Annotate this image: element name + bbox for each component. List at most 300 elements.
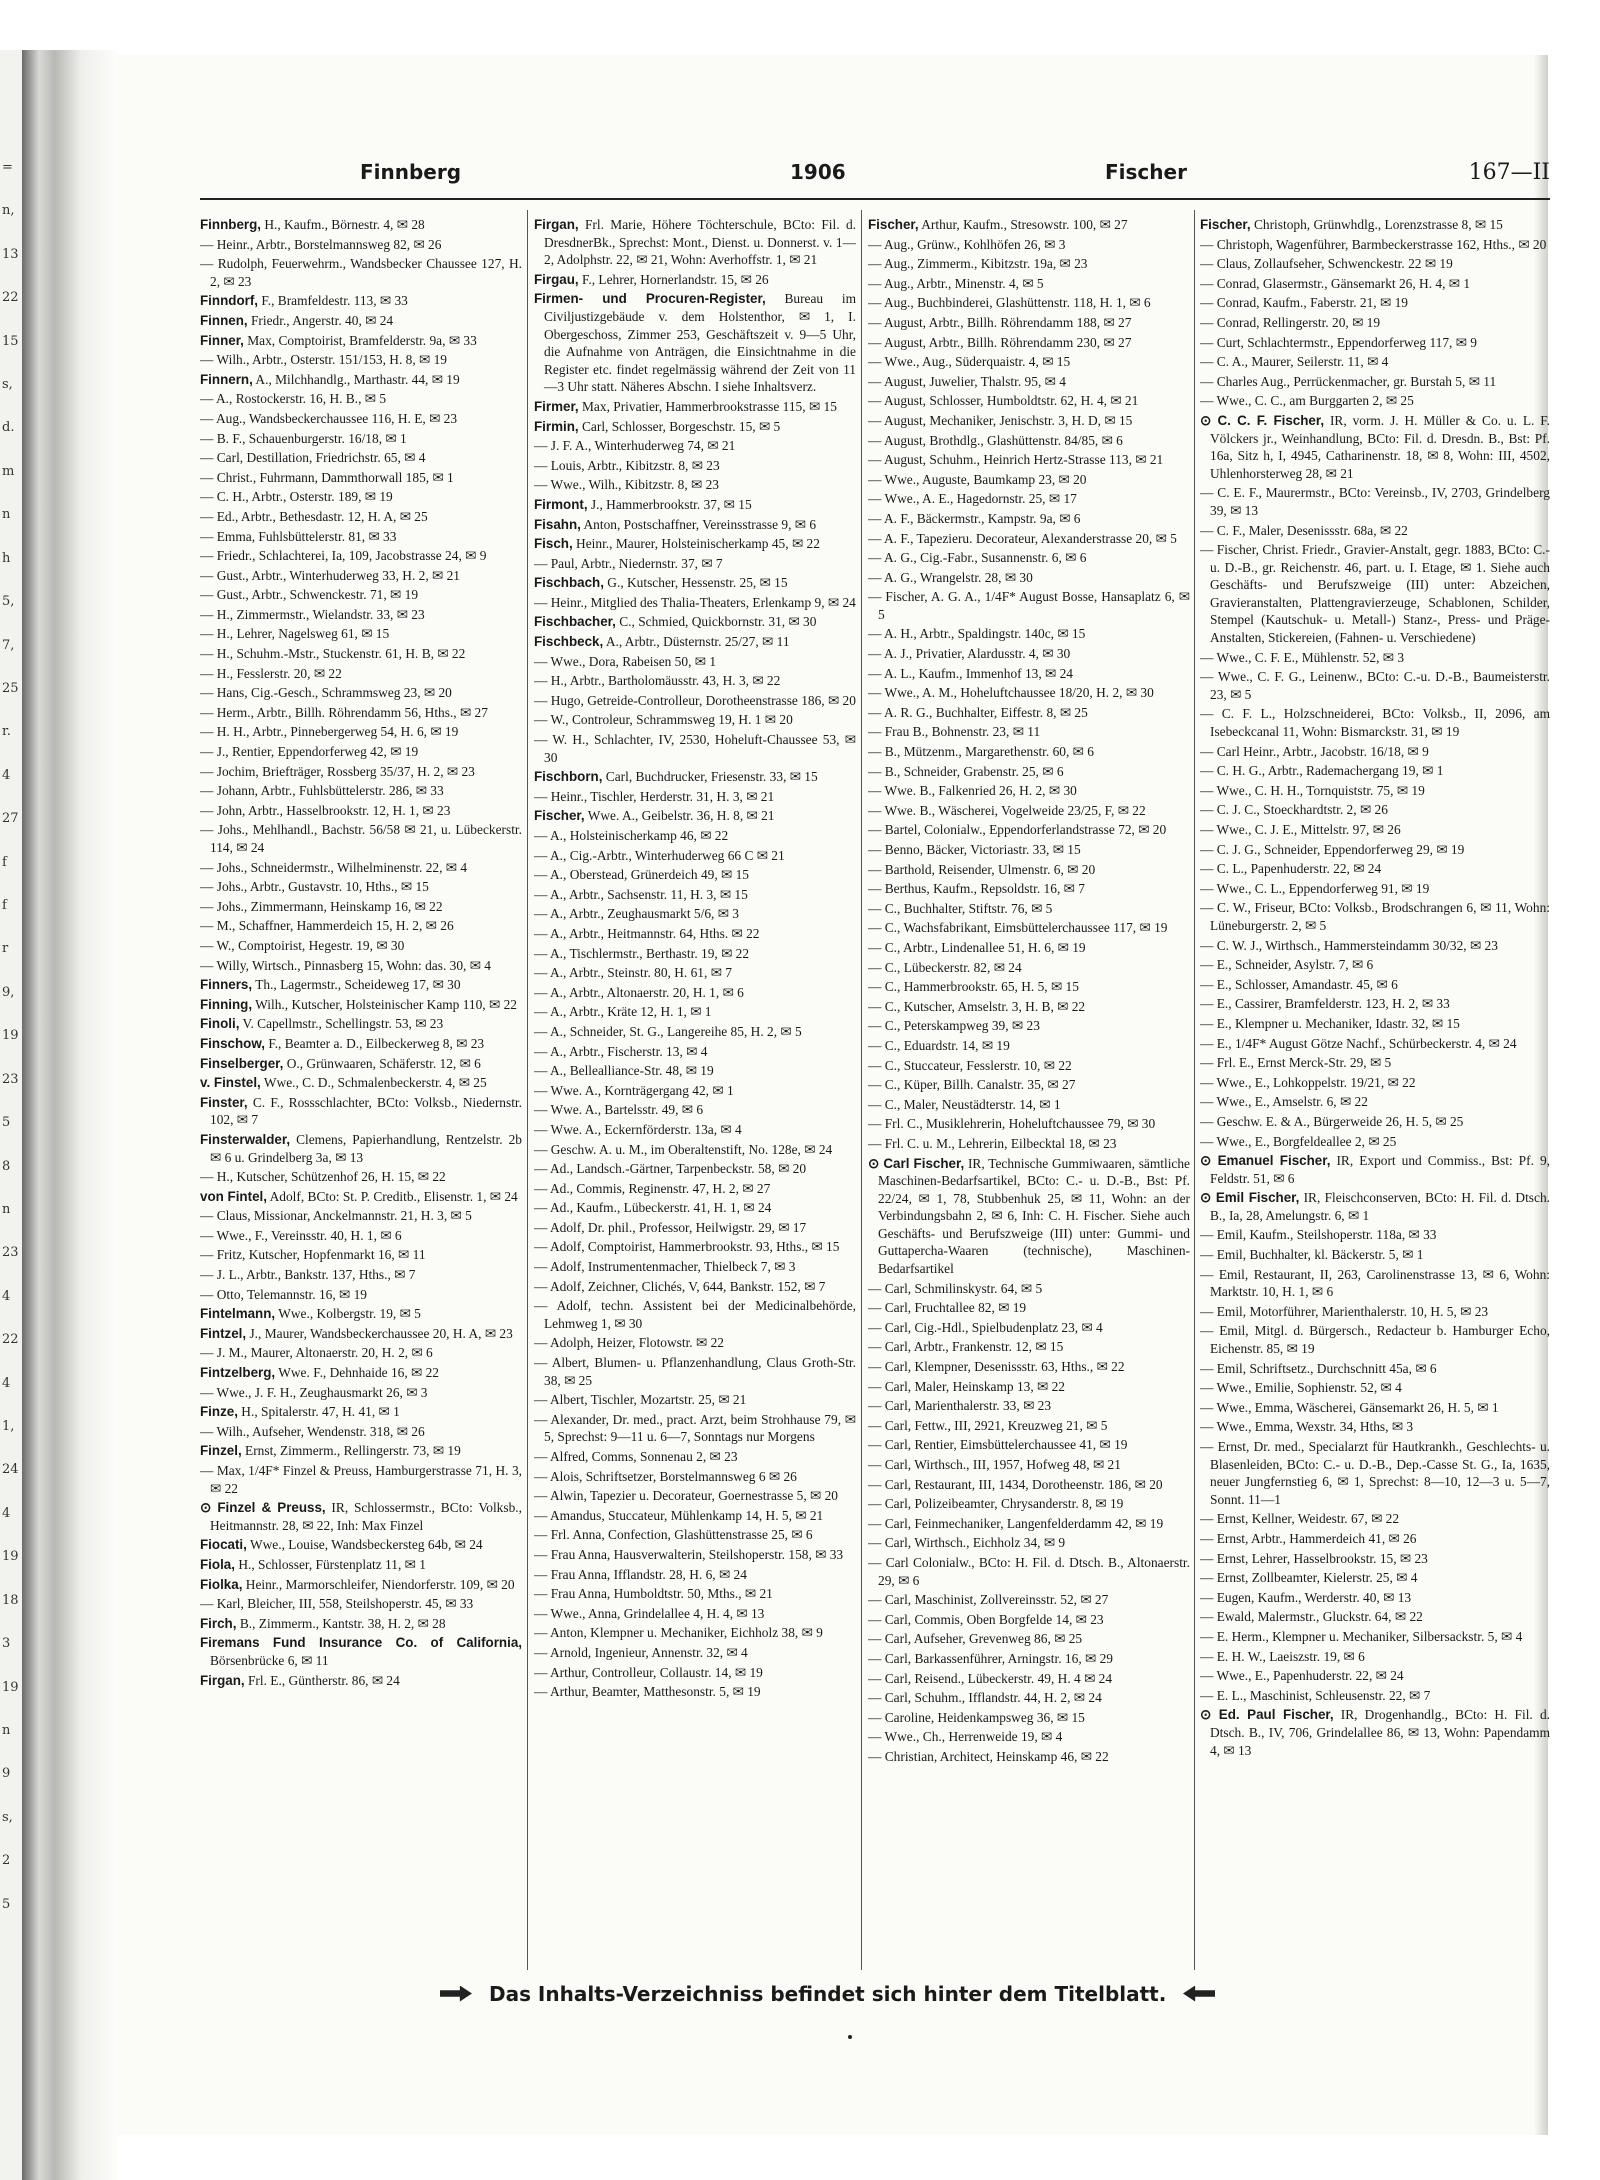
directory-entry: — Frau B., Bohnenstr. 23, ✉ 11	[868, 724, 1041, 740]
directory-entry: — Conrad, Glasermstr., Gänsemarkt 26, H. 4, ✉ 1	[1200, 275, 1471, 291]
footer-mark	[848, 2035, 852, 2039]
directory-entry: — Frl. Anna, Confection, Glashüttenstrasse 25, ✉ 6	[534, 1527, 813, 1543]
directory-entry: — Wwe., E., Papenhuderstr. 22, ✉ 24	[1200, 1668, 1404, 1684]
directory-entry: — Wwe. A., Kornträgergang 42, ✉ 1	[534, 1082, 734, 1098]
directory-entry: — Wwe., C. J. E., Mittelstr. 97, ✉ 26	[1200, 822, 1401, 837]
directory-entry: — E. H. W., Laeiszstr. 19, ✉ 6	[1200, 1648, 1365, 1664]
directory-entry: Firgan, Frl. Marie, Höhere Töchterschule, BCto: Fil. d. DresdnerBk., Sprechst: Mont., Dienst. u. Donnerst. v. 1—2, Adolphstr. 22, ✉ 21, Wohn: Averhoffstr. 1, ✉ 21	[534, 217, 856, 268]
directory-entry: — C., Wachsfabrikant, Eimsbüttelerchaussee 117, ✉ 19	[868, 920, 1168, 936]
margin-fragment: f	[2, 898, 7, 914]
directory-entry: — Jochim, Briefträger, Rossberg 35/37, H. 2, ✉ 23	[200, 763, 475, 779]
directory-entry: — Carl, Arbtr., Frankenstr. 12, ✉ 15	[868, 1339, 1064, 1355]
directory-entry: — Willy, Wirtsch., Pinnasberg 15, Wohn: das. 30, ✉ 4	[200, 957, 492, 973]
directory-entry: — Ernst, Kellner, Weidestr. 67, ✉ 22	[1200, 1511, 1400, 1527]
directory-entry: — Carl Heinr., Arbtr., Jacobstr. 16/18, ✉ 9	[1200, 743, 1429, 759]
directory-entry: — Wwe., Ch., Herrenweide 19, ✉ 4	[868, 1729, 1063, 1745]
directory-entry: — Wwe., J. F. H., Zeughausmarkt 26, ✉ 3	[200, 1384, 428, 1400]
directory-entry: — Aug., Zimmerm., Kibitzstr. 19a, ✉ 23	[868, 256, 1088, 272]
directory-entry: — A. R. G., Buchhalter, Eiffestr. 8, ✉ 25	[868, 704, 1088, 720]
directory-entry: — August, Schlosser, Humboldtstr. 62, H. 4, ✉ 21	[868, 393, 1139, 409]
directory-entry: — Aug., Grünw., Kohlhöfen 26, ✉ 3	[868, 236, 1066, 252]
margin-fragment: 23	[2, 1071, 19, 1087]
margin-fragment: 1,	[2, 1419, 15, 1435]
directory-entry: — August, Arbtr., Billh. Röhrendamm 230, ✉ 27	[868, 334, 1132, 350]
directory-entry: Fischer, Christoph, Grünwhdlg., Lorenzstrasse 8, ✉ 15	[1200, 217, 1503, 232]
header-last-entry: Fischer	[1105, 160, 1187, 184]
directory-entry: — Wwe. A., Eckernförderstr. 13a, ✉ 4	[534, 1121, 742, 1137]
margin-fragment: m	[2, 463, 15, 479]
margin-fragment: s,	[2, 377, 13, 393]
directory-entry: — Adolf, Dr. phil., Professor, Heilwigstr. 29, ✉ 17	[534, 1219, 807, 1235]
directory-entry: — A., Arbtr., Altonaerstr. 20, H. 1, ✉ 6	[534, 984, 744, 1000]
directory-entry: — Geschw. E. & A., Bürgerweide 26, H. 5, ✉ 25	[1200, 1113, 1464, 1129]
running-header	[360, 160, 1550, 190]
header-first-entry: Finnberg	[360, 160, 462, 184]
directory-entry: — Carl, Marienthalerstr. 33, ✉ 23	[868, 1398, 1052, 1414]
directory-entry: — Wwe., A. E., Hagedornstr. 25, ✉ 17	[868, 491, 1077, 507]
directory-entry: — C. F. L., Holzschneiderei, BCto: Volksb., II, 2096, am Isebeckcanal 11, Wohn: Bismarckstr. 31, ✉ 19	[1200, 706, 1550, 740]
directory-entry: — C. J. G., Schneider, Eppendorferweg 29, ✉ 19	[1200, 841, 1465, 857]
directory-entry: — Arthur, Beamter, Matthesonstr. 5, ✉ 19	[534, 1684, 761, 1700]
directory-entry: — C., Maler, Neustädterstr. 14, ✉ 1	[868, 1096, 1061, 1112]
directory-entry: — Anton, Klempner u. Mechaniker, Eichholz 38, ✉ 9	[534, 1625, 823, 1641]
directory-entry: Finzel, Ernst, Zimmerm., Rellingerstr. 73, ✉ 19	[200, 1443, 461, 1459]
margin-fragment: 7,	[2, 637, 15, 653]
directory-entry: — Wwe., C. H. H., Tornquiststr. 75, ✉ 19	[1200, 782, 1425, 798]
margin-fragment: 27	[2, 811, 19, 827]
directory-entry: — Johs., Schneidermstr., Wilhelminenstr. 22, ✉ 4	[200, 859, 468, 875]
directory-entry: — Carl, Commis, Oben Borgfelde 14, ✉ 23	[868, 1611, 1104, 1627]
directory-entry: — Carl, Feinmechaniker, Langenfelderdamm 42, ✉ 19	[868, 1515, 1164, 1531]
directory-entry: — A., Arbtr., Fischerstr. 13, ✉ 4	[534, 1043, 708, 1059]
directory-entry: — Hans, Cig.-Gesch., Schrammsweg 23, ✉ 20	[200, 685, 452, 701]
directory-entry: — C., Kutscher, Amselstr. 3, H. B, ✉ 22	[868, 998, 1086, 1014]
directory-entry: Firch, B., Zimmerm., Kantstr. 38, H. 2, ✉ 28	[200, 1615, 446, 1631]
directory-entry: — Wwe. B., Wäscherei, Vogelweide 23/25, F, ✉ 22	[868, 802, 1146, 818]
directory-entry: Firmer, Max, Privatier, Hammerbrookstrasse 115, ✉ 15	[534, 398, 837, 414]
directory-entry: — Ad., Kaufm., Lübeckerstr. 41, H. 1, ✉ 24	[534, 1200, 772, 1216]
margin-fragment: 5	[2, 1896, 11, 1912]
directory-entry: — Carl, Polizeibeamter, Chrysanderstr. 8, ✉ 19	[868, 1496, 1124, 1512]
directory-entry: — Claus, Missionar, Anckelmannstr. 21, H. 3, ✉ 5	[200, 1208, 472, 1224]
directory-entry: — H. H., Arbtr., Pinnebergerweg 54, H. 6, ✉ 19	[200, 724, 459, 740]
directory-entry: Finnberg, H., Kaufm., Börnestr. 4, ✉ 28	[200, 217, 425, 232]
directory-entry: Finster, C. F., Rossschlachter, BCto: Volksb., Niedernstr. 102, ✉ 7	[200, 1094, 522, 1128]
directory-entry: — C. L., Papenhuderstr. 22, ✉ 24	[1200, 861, 1382, 877]
directory-entry: — Conrad, Kaufm., Faberstr. 21, ✉ 19	[1200, 295, 1408, 311]
directory-entry: — Adolf, Zeichner, Clichés, V, 644, Bankstr. 152, ✉ 7	[534, 1278, 826, 1294]
directory-entry: Firgan, Frl. E., Güntherstr. 86, ✉ 24	[200, 1672, 400, 1688]
directory-column-3	[868, 216, 1190, 1971]
directory-entry: — Emil, Mitgl. d. Bürgersch., Redacteur b. Hamburger Echo, Eichenstr. 85, ✉ 19	[1200, 1323, 1550, 1357]
margin-fragment: 25	[2, 680, 19, 696]
directory-column-1	[200, 216, 522, 1971]
directory-entry: — Ewald, Malermstr., Gluckstr. 64, ✉ 22	[1200, 1609, 1423, 1625]
directory-entry: — Wwe., Emilie, Sophienstr. 52, ✉ 4	[1200, 1380, 1402, 1396]
directory-entry: — Arthur, Controlleur, Collaustr. 14, ✉ 19	[534, 1664, 763, 1680]
directory-entry: — Wwe., Wilh., Kibitzstr. 8, ✉ 23	[534, 477, 719, 493]
margin-fragment: r.	[2, 724, 11, 740]
directory-entry: — August, Arbtr., Billh. Röhrendamm 188, ✉ 27	[868, 314, 1132, 330]
margin-fragment: 4	[2, 1375, 11, 1391]
margin-fragment: 4	[2, 767, 11, 783]
directory-entry: — Barthold, Reisender, Ulmenstr. 6, ✉ 20	[868, 861, 1096, 877]
directory-entry: — Wilh., Arbtr., Osterstr. 151/153, H. 8, ✉ 19	[200, 352, 447, 368]
margin-fragment: 8	[2, 1158, 11, 1174]
directory-entry: — Frl. E., Ernst Merck-Str. 29, ✉ 5	[1200, 1055, 1392, 1071]
directory-entry: — Wwe., Anna, Grindelallee 4, H. 4, ✉ 13	[534, 1605, 765, 1621]
directory-entry: — B., Schneider, Grabenstr. 25, ✉ 6	[868, 763, 1064, 779]
directory-entry: — Carl, Schuhm., Ifflandstr. 44, H. 2, ✉ 24	[868, 1690, 1102, 1706]
directory-entry: — Benno, Bäcker, Victoriastr. 33, ✉ 15	[868, 842, 1081, 857]
header-year: 1906	[790, 160, 846, 184]
column-divider	[861, 210, 862, 1970]
directory-entry: — C., Peterskampweg 39, ✉ 23	[868, 1018, 1040, 1034]
margin-fragment: 5	[2, 1115, 11, 1131]
margin-fragment: 4	[2, 1288, 11, 1304]
directory-entry: — Wwe., Auguste, Baumkamp 23, ✉ 20	[868, 471, 1087, 487]
page-number: 167—II	[1468, 160, 1550, 185]
directory-entry: — A., Tischlermstr., Berthastr. 19, ✉ 22	[534, 945, 750, 961]
directory-entry: — John, Arbtr., Hasselbrookstr. 12, H. 1, ✉ 23	[200, 802, 451, 818]
directory-entry: — Ernst, Dr. med., Specialarzt für Hautkrankh., Geschlechts- u. Blasenleiden, BCto: C.- u. D.-B., Dep.-Casse St. G., Ia, 1635, neuer Jungfernstieg 6, ✉ 1, Sprechst: 8—10, 12—3 u. 5—7, Sonnt. 11—1	[1200, 1439, 1550, 1507]
directory-entry: Fisahn, Anton, Postschaffner, Vereinsstrasse 9, ✉ 6	[534, 516, 817, 532]
directory-entry: — H., Lehrer, Nagelsweg 61, ✉ 15	[200, 626, 390, 642]
directory-entry: — H., Arbtr., Bartholomäusstr. 43, H. 3, ✉ 22	[534, 673, 781, 689]
footer-notice	[440, 1980, 1340, 2012]
directory-entry: — Paul, Arbtr., Niedernstr. 37, ✉ 7	[534, 555, 723, 571]
margin-fragment: 18	[2, 1592, 19, 1608]
directory-entry: — Alfred, Comms, Sonnenau 2, ✉ 23	[534, 1449, 738, 1464]
directory-entry: — Carl, Wirthsch., III, 1957, Hofweg 48, ✉ 21	[868, 1457, 1121, 1472]
directory-entry: — Wwe. B., Falkenried 26, H. 2, ✉ 30	[868, 783, 1077, 799]
directory-entry: — Wwe. A., Bartelsstr. 49, ✉ 6	[534, 1102, 704, 1118]
directory-entry: — Charles Aug., Perrückenmacher, gr. Burstah 5, ✉ 11	[1200, 373, 1497, 389]
directory-entry: — H., Schuhm.-Mstr., Stuckenstr. 61, H. B, ✉ 22	[200, 646, 466, 662]
directory-entry: — C. A., Maurer, Seilerstr. 11, ✉ 4	[1200, 354, 1389, 370]
directory-entry: — Christoph, Wagenführer, Barmbeckerstrasse 162, Hths., ✉ 20	[1200, 236, 1547, 252]
directory-entry: — Emil, Restaurant, II, 263, Carolinenstrasse 13, ✉ 6, Wohn: Marktstr. 10, H. 1, ✉ 6	[1200, 1266, 1550, 1300]
directory-entry: — A. H., Arbtr., Spaldingstr. 140c, ✉ 15	[868, 626, 1086, 642]
directory-entry: — E., Klempner u. Mechaniker, Idastr. 32, ✉ 15	[1200, 1015, 1460, 1031]
margin-fragment: n	[2, 1201, 11, 1217]
directory-entry: Fischborn, Carl, Buchdrucker, Friesenstr. 33, ✉ 15	[534, 769, 818, 785]
directory-entry: — Wwe., Emma, Wexstr. 34, Hths, ✉ 3	[1200, 1419, 1414, 1435]
directory-entry: — Emil, Kaufm., Steilshoperstr. 118a, ✉ 33	[1200, 1227, 1437, 1243]
margin-fragment: 19	[2, 1028, 19, 1044]
directory-entry: — C., Küper, Billh. Canalstr. 35, ✉ 27	[868, 1077, 1076, 1093]
directory-entry: — A. L., Kaufm., Immenhof 13, ✉ 24	[868, 665, 1073, 681]
directory-entry: — W., Controleur, Schrammsweg 19, H. 1 ✉ 20	[534, 712, 793, 728]
directory-entry: — C., Stuccateur, Fesslerstr. 10, ✉ 22	[868, 1057, 1072, 1073]
directory-entry: — Emma, Fuhlsbüttelerstr. 81, ✉ 33	[200, 528, 397, 544]
margin-fragment: s,	[2, 1809, 13, 1825]
pointing-hand-icon	[440, 1986, 472, 2002]
directory-entry: — A., Oberstead, Grünerdeich 49, ✉ 15	[534, 867, 750, 883]
directory-entry: — C., Buchhalter, Stiftstr. 76, ✉ 5	[868, 900, 1053, 916]
directory-entry: — C. F., Maler, Desenissstr. 68a, ✉ 22	[1200, 522, 1408, 538]
directory-entry: — Otto, Telemannstr. 16, ✉ 19	[200, 1286, 367, 1302]
directory-entry: — A., Rostockerstr. 16, H. B., ✉ 5	[200, 391, 387, 407]
directory-entry: von Fintel, Adolf, BCto: St. P. Creditb., Elisenstr. 1, ✉ 24	[200, 1188, 518, 1204]
margin-fragment: 9	[2, 1766, 11, 1782]
directory-entry: — Carl, Destillation, Friedrichstr. 65, ✉ 4	[200, 450, 426, 466]
directory-entry: — Fritz, Kutscher, Hopfenmarkt 16, ✉ 11	[200, 1247, 426, 1263]
directory-entry: Fischbacher, C., Schmied, Quickbornstr. 31, ✉ 30	[534, 614, 817, 630]
directory-entry: — E., Schlosser, Amandastr. 45, ✉ 6	[1200, 976, 1398, 992]
directory-column-4	[1200, 216, 1550, 1971]
directory-entry: — A., Arbtr., Heitmannstr. 64, Hths. ✉ 22	[534, 925, 760, 941]
margin-fragment: 13	[2, 246, 19, 262]
directory-entry: — E. L., Maschinist, Schleusenstr. 22, ✉ 7	[1200, 1687, 1431, 1703]
margin-fragment: n	[2, 1722, 11, 1738]
directory-entry: — A. G., Cig.-Fabr., Susannenstr. 6, ✉ 6	[868, 550, 1087, 566]
directory-entry: — A. G., Wrangelstr. 28, ✉ 30	[868, 569, 1033, 585]
directory-entry: — Wwe., E., Amselstr. 6, ✉ 22	[1200, 1094, 1368, 1110]
directory-entry: Fiocati, Wwe., Louise, Wandsbeckersteg 64b, ✉ 24	[200, 1537, 483, 1553]
directory-entry: — Carl, Maschinist, Zollvereinsstr. 52, ✉ 27	[868, 1592, 1109, 1608]
directory-entry: ⊙ C. C. F. Fischer, IR, vorm. J. H. Müller & Co. u. L. F. Völckers jr., Weinhandlung, BCto: Fil. d. Dresdn. B., Bst: Pf. 16a, Sitz h, I, 4945, Catharinenstr. 18, ✉ 8, Wohn: III, 4502, Uhlenhorsterweg 28, ✉ 21	[1200, 412, 1550, 481]
directory-entry: — Carl, Aufseher, Grevenweg 86, ✉ 25	[868, 1631, 1083, 1647]
directory-entry: — C. W., Friseur, BCto: Volksb., Brodschrangen 6, ✉ 11, Wohn: Lüneburgerstr. 2, ✉ 5	[1200, 900, 1550, 933]
directory-entry: v. Finstel, Wwe., C. D., Schmalenbeckerstr. 4, ✉ 25	[200, 1075, 487, 1091]
directory-entry: — H., Fesslerstr. 20, ✉ 22	[200, 665, 342, 681]
directory-entry: — Hugo, Getreide-Controlleur, Dorotheenstrasse 186, ✉ 20	[534, 692, 856, 708]
directory-entry: — A. F., Tapezieru. Decorateur, Alexanderstrasse 20, ✉ 5	[868, 530, 1177, 546]
directory-entry: — Albert, Tischler, Mozartstr. 25, ✉ 21	[534, 1392, 747, 1408]
directory-entry: Firgau, F., Lehrer, Hornerlandstr. 15, ✉ 26	[534, 271, 769, 287]
directory-entry: Fiolka, Heinr., Marmorschleifer, Niendorferstr. 109, ✉ 20	[200, 1576, 515, 1592]
margin-fragment: 15	[2, 333, 19, 349]
directory-entry: — W., Comptoirist, Hegestr. 19, ✉ 30	[200, 937, 405, 953]
margin-fragment: n	[2, 507, 11, 523]
directory-entry: — Carl, Rentier, Eimsbüttelerchaussee 41, ✉ 19	[868, 1437, 1128, 1453]
directory-entry: — Carl, Reisend., Lübeckerstr. 49, H. 4 ✉ 24	[868, 1670, 1113, 1686]
directory-entry: Firmin, Carl, Schlosser, Borgeschstr. 15, ✉ 5	[534, 418, 781, 434]
pointing-hand-icon	[1183, 1986, 1215, 2002]
directory-entry: — C., Eduardstr. 14, ✉ 19	[868, 1037, 1010, 1053]
directory-entry: — Ad., Commis, Reginenstr. 47, H. 2, ✉ 27	[534, 1180, 771, 1196]
directory-entry: — Conrad, Rellingerstr. 20, ✉ 19	[1200, 314, 1381, 330]
directory-entry: — Albert, Blumen- u. Pflanzenhandlung, Claus Groth-Str. 38, ✉ 25	[534, 1355, 856, 1388]
directory-entry: — J. F. A., Winterhuderweg 74, ✉ 21	[534, 438, 736, 454]
directory-entry: — Ernst, Lehrer, Hasselbrookstr. 15, ✉ 23	[1200, 1550, 1428, 1566]
directory-entry: — Wwe., E., Borgfeldeallee 2, ✉ 25	[1200, 1133, 1397, 1149]
directory-entry: — Frau Anna, Ifflandstr. 28, H. 6, ✉ 24	[534, 1566, 747, 1582]
directory-entry: — A. F., Bäckermstr., Kampstr. 9a, ✉ 6	[868, 510, 1081, 526]
column-divider	[1194, 210, 1195, 1970]
margin-fragment: 2	[2, 1853, 11, 1869]
directory-entry: — Fischer, Christ. Friedr., Gravier-Anstalt, gegr. 1883, BCto: C.- u. D.-B., gr. Reichenstr. 46, part. u. I. Etage, ✉ 1. Siehe auch Geschäfts- und Berufszweige (III) unter: Abzeichen, Gravieranstalten, Plattengravierzeuge, Schablonen, Schilder, Stempel (Kautschuk- u. Metall-) Stanz-, Press- und Präge-Anstalten, Stickereien, (Fahnen- u. Verschiedene)	[1200, 542, 1550, 646]
directory-entry: — J., Rentier, Eppendorferweg 42, ✉ 19	[200, 744, 419, 760]
directory-entry: Finoli, V. Capellmstr., Schellingstr. 53, ✉ 23	[200, 1016, 444, 1032]
directory-entry: Finze, H., Spitalerstr. 47, H. 41, ✉ 1	[200, 1404, 400, 1420]
directory-entry: Fintzelberg, Wwe. F., Dehnhaide 16, ✉ 22	[200, 1365, 440, 1381]
directory-entry: — Alwin, Tapezier u. Decorateur, Goernestrasse 5, ✉ 20	[534, 1488, 838, 1504]
margin-fragment: 22	[2, 1332, 19, 1348]
directory-entry: Firmont, J., Hammerbrookstr. 37, ✉ 15	[534, 496, 752, 512]
directory-entry: — Caroline, Heidenkampsweg 36, ✉ 15	[868, 1709, 1085, 1725]
directory-entry: Finndorf, F., Bramfeldestr. 113, ✉ 33	[200, 293, 408, 309]
directory-entry: — C. H., Arbtr., Osterstr. 189, ✉ 19	[200, 489, 393, 505]
directory-entry: — Gust., Arbtr., Schwenckestr. 71, ✉ 19	[200, 587, 419, 603]
margin-fragment: 24	[2, 1462, 19, 1478]
directory-entry: — J. M., Maurer, Altonaerstr. 20, H. 2, ✉ 6	[200, 1345, 433, 1361]
directory-entry: — C. E. F., Maurermstr., BCto: Vereinsb., IV, 2703, Grindelberg 39, ✉ 13	[1200, 485, 1550, 518]
directory-entry: — Emil, Motorführer, Marienthalerstr. 10, H. 5, ✉ 23	[1200, 1303, 1489, 1319]
directory-entry: — Ernst, Arbtr., Hammerdeich 41, ✉ 26	[1200, 1530, 1417, 1546]
directory-entry: — E. Herm., Klempner u. Mechaniker, Silbersackstr. 5, ✉ 4	[1200, 1628, 1523, 1644]
directory-entry: — Carl, Cig.-Hdl., Spielbudenplatz 23, ✉ 4	[868, 1319, 1103, 1335]
directory-entry: — Herm., Arbtr., Billh. Röhrendamm 56, Hths., ✉ 27	[200, 704, 488, 720]
directory-entry: — Amandus, Stuccateur, Mühlenkamp 14, H. 5, ✉ 21	[534, 1507, 824, 1523]
column-divider	[527, 210, 528, 1970]
directory-entry: Finner, Max, Comptoirist, Bramfelderstr. 9a, ✉ 33	[200, 332, 477, 348]
directory-entry: — August, Mechaniker, Jenischstr. 3, H. D, ✉ 15	[868, 412, 1133, 428]
directory-column-2	[534, 216, 856, 1971]
directory-entry: ⊙ Emanuel Fischer, IR, Export und Commiss., Bst: Pf. 9, Feldstr. 51, ✉ 6	[1200, 1153, 1550, 1186]
directory-entry: — Wwe., Emma, Wäscherei, Gänsemarkt 26, H. 5, ✉ 1	[1200, 1399, 1499, 1415]
margin-fragment: 4	[2, 1505, 11, 1521]
directory-entry: — Curt, Schlachtermstr., Eppendorferweg 117, ✉ 9	[1200, 334, 1477, 350]
directory-entry: — Frl. C., Musiklehrerin, Hoheluftchaussee 79, ✉ 30	[868, 1116, 1156, 1132]
directory-entry: ⊙ Emil Fischer, IR, Fleischconserven, BCto: H. Fil. d. Dtsch. B., Ia, 28, Amelungstr. 6, ✉ 1	[1200, 1190, 1550, 1223]
left-page-margin	[0, 50, 23, 2180]
directory-entry: — Wwe., Aug., Süderquaistr. 4, ✉ 15	[868, 354, 1071, 370]
directory-entry: — Carl, Klempner, Desenissstr. 63, Hths., ✉ 22	[868, 1359, 1125, 1375]
directory-entry: Fiola, H., Schlosser, Fürstenplatz 11, ✉ 1	[200, 1556, 426, 1572]
margin-fragment: h	[2, 550, 11, 566]
margin-fragment: 9,	[2, 984, 15, 1000]
directory-entry: Fischbeck, A., Arbtr., Düsternstr. 25/27, ✉ 11	[534, 634, 790, 650]
directory-entry: Fintzel, J., Maurer, Wandsbeckerchaussee 20, H. A, ✉ 23	[200, 1325, 513, 1341]
directory-entry: — J. L., Arbtr., Bankstr. 137, Hths., ✉ 7	[200, 1267, 416, 1283]
directory-entry: Fischer, Wwe. A., Geibelstr. 36, H. 8, ✉ 21	[534, 808, 775, 824]
header-rule	[200, 198, 1550, 200]
directory-entry: — Wilh., Aufseher, Wendenstr. 318, ✉ 26	[200, 1423, 425, 1439]
directory-entry: — August, Brothdlg., Glashüttenstr. 84/85, ✉ 6	[868, 432, 1123, 448]
directory-entry: — Wwe., A. M., Hoheluftchaussee 18/20, H. 2, ✉ 30	[868, 685, 1154, 701]
directory-entry: — H., Zimmermstr., Wielandstr. 33, ✉ 23	[200, 606, 425, 622]
directory-entry: — Berthus, Kaufm., Repsoldstr. 16, ✉ 7	[868, 881, 1085, 897]
directory-entry: — Alois, Schriftsetzer, Borstelmannsweg 6 ✉ 26	[534, 1468, 797, 1484]
directory-entry: — Wwe., C. C., am Burggarten 2, ✉ 25	[1200, 393, 1414, 409]
directory-entry: Finnern, A., Milchhandlg., Marthastr. 44, ✉ 19	[200, 371, 460, 387]
directory-entry: — C., Arbtr., Lindenallee 51, H. 6, ✉ 19	[868, 939, 1086, 955]
directory-entry: — Bartel, Colonialw., Eppendorferlandstrasse 72, ✉ 20	[868, 822, 1167, 838]
directory-entry: Fintelmann, Wwe., Kolbergstr. 19, ✉ 5	[200, 1306, 421, 1322]
directory-entry: — Frl. C. u. M., Lehrerin, Eilbecktal 18, ✉ 23	[868, 1135, 1117, 1151]
directory-entry: — E., Cassirer, Bramfelderstr. 123, H. 2, ✉ 33	[1200, 996, 1450, 1012]
directory-entry: — Max, 1/4F* Finzel & Preuss, Hamburgerstrasse 71, H. 3, ✉ 22	[200, 1463, 522, 1496]
directory-entry: — Carl, Fettw., III, 2921, Kreuzweg 21, ✉ 5	[868, 1417, 1108, 1433]
directory-entry: — Adolph, Heizer, Flotowstr. ✉ 22	[534, 1335, 724, 1351]
directory-entry: — Aug., Buchbinderei, Glashüttenstr. 118, H. 1, ✉ 6	[868, 295, 1151, 311]
directory-entry: — B., Mützenm., Margarethenstr. 60, ✉ 6	[868, 744, 1094, 760]
directory-entry: — Wwe., C. F. E., Mühlenstr. 52, ✉ 3	[1200, 649, 1405, 665]
directory-entry: Fisch, Heinr., Maurer, Holsteinischerkamp 45, ✉ 22	[534, 536, 820, 552]
directory-entry: — Adolf, Instrumentenmacher, Thielbeck 7, ✉ 3	[534, 1259, 796, 1275]
directory-entry: — Wwe., E., Lohkoppelstr. 19/21, ✉ 22	[1200, 1074, 1416, 1090]
directory-entry: — Johs., Arbtr., Gustavstr. 10, Hths., ✉ 15	[200, 879, 429, 895]
directory-entry: — C. J. C., Stoeckhardtstr. 2, ✉ 26	[1200, 802, 1388, 818]
directory-entry: — Wwe., C. L., Eppendorferweg 91, ✉ 19	[1200, 880, 1430, 896]
margin-fragment: 22	[2, 290, 19, 306]
directory-entry: — Frau Anna, Hausverwalterin, Steilshoperstr. 158, ✉ 33	[534, 1546, 844, 1562]
directory-entry: — Carl Colonialw., BCto: H. Fil. d. Dtsch. B., Altonaerstr. 29, ✉ 6	[868, 1554, 1190, 1588]
directory-entry: — W. H., Schlachter, IV, 2530, Hoheluft-Chaussee 53, ✉ 30	[534, 732, 856, 765]
margin-fragment: d.	[2, 420, 15, 436]
directory-entry: — A., Arbtr., Sachsenstr. 11, H. 3, ✉ 15	[534, 886, 748, 902]
directory-entry: — Christian, Architect, Heinskamp 46, ✉ 22	[868, 1748, 1109, 1764]
directory-entry: — Karl, Bleicher, III, 558, Steilshoperstr. 45, ✉ 33	[200, 1596, 474, 1612]
directory-entry: — Frau Anna, Humboldtstr. 50, Mths., ✉ 21	[534, 1586, 773, 1602]
directory-entry: — C., Lübeckerstr. 82, ✉ 24	[868, 959, 1022, 975]
directory-entry: — Fischer, A. G. A., 1/4F* August Bosse, Hansaplatz 6, ✉ 5	[868, 589, 1190, 622]
margin-fragment: =	[2, 160, 13, 175]
directory-entry: Firmen- und Procuren-Register, Bureau im Civiljustizgebäude v. dem Holstenthor, ✉ 1, I. Obergeschoss, Zimmer 253, Geschäftszeit v. 9—5 Uhr, die Aufnahme von Anträgen, die Einsichtnahme in die Register etc. findet regelmässig während der Zeit von 11—3 Uhr statt. Näheres Abschn. I siehe Inhaltsverz.	[534, 291, 856, 395]
directory-entry: — Emil, Buchhalter, kl. Bäckerstr. 5, ✉ 1	[1200, 1247, 1424, 1263]
directory-entry: — Adolf, Comptoirist, Hammerbrookstr. 93, Hths., ✉ 15	[534, 1239, 840, 1255]
directory-entry: — C. H. G., Arbtr., Rademachergang 19, ✉ 1	[1200, 763, 1444, 779]
directory-entry: — Eugen, Kaufm., Werderstr. 40, ✉ 13	[1200, 1589, 1412, 1605]
directory-entry: — Wwe., Dora, Rabeisen 50, ✉ 1	[534, 653, 717, 669]
directory-entry: — Heinr., Mitglied des Thalia-Theaters, Erlenkamp 9, ✉ 24	[534, 594, 856, 610]
directory-entry: — Gust., Arbtr., Winterhuderweg 33, H. 2, ✉ 21	[200, 567, 460, 583]
directory-entry: — Alexander, Dr. med., pract. Arzt, beim Strohhause 79, ✉ 5, Sprechst: 9—11 u. 6—7, Sonntags nur Morgens	[534, 1411, 856, 1445]
directory-entry: — E., 1/4F* August Götze Nachf., Schürbeckerstr. 4, ✉ 24	[1200, 1035, 1517, 1051]
directory-entry: — A., Arbtr., Steinstr. 80, H. 61, ✉ 7	[534, 965, 732, 981]
directory-entry: — Claus, Zollaufseher, Schwenckestr. 22 ✉ 19	[1200, 256, 1453, 272]
margin-fragment: 5,	[2, 594, 15, 610]
directory-entry: — Carl, Barkassenführer, Arningstr. 16, ✉ 29	[868, 1650, 1113, 1666]
margin-fragment: 23	[2, 1245, 19, 1261]
directory-entry: — B. F., Schauenburgerstr. 16/18, ✉ 1	[200, 430, 407, 446]
directory-entry: — A., Holsteinischerkamp 46, ✉ 22	[534, 828, 729, 843]
directory-entry: — Johs., Zimmermann, Heinskamp 16, ✉ 22	[200, 898, 443, 914]
directory-entry: — M., Schaffner, Hammerdeich 15, H. 2, ✉ 26	[200, 918, 454, 934]
directory-entry: — Aug., Wandsbeckerchaussee 116, H. E, ✉ 23	[200, 410, 458, 426]
directory-entry: Fischbach, G., Kutscher, Hessenstr. 25, ✉ 15	[534, 575, 788, 591]
directory-entry: — E., Schneider, Asylstr. 7, ✉ 6	[1200, 957, 1374, 973]
directory-entry: Fischer, Arthur, Kaufm., Stresowstr. 100, ✉ 27	[868, 217, 1128, 232]
directory-entry: — Carl, Maler, Heinskamp 13, ✉ 22	[868, 1378, 1066, 1394]
directory-entry: — C., Hammerbrookstr. 65, H. 5, ✉ 15	[868, 979, 1079, 995]
directory-entry: — A., Arbtr., Zeughausmarkt 5/6, ✉ 3	[534, 906, 739, 922]
directory-entry: — Arnold, Ingenieur, Annenstr. 32, ✉ 4	[534, 1644, 748, 1660]
directory-entry: Finsterwalder, Clemens, Papierhandlung, Rentzelstr. 2b ✉ 6 u. Grindelberg 3a, ✉ 13	[200, 1131, 522, 1165]
directory-entry: — August, Juwelier, Thalstr. 95, ✉ 4	[868, 373, 1066, 389]
directory-entry: — Johs., Mehlhandl., Bachstr. 56/58 ✉ 21, u. Lübeckerstr. 114, ✉ 24	[200, 822, 522, 855]
directory-entry: — Carl, Restaurant, III, 1434, Dorotheenstr. 186, ✉ 20	[868, 1476, 1163, 1492]
directory-entry: — Carl, Wirthsch., Eichholz 34, ✉ 9	[868, 1535, 1066, 1551]
directory-entry: — August, Schuhm., Heinrich Hertz-Strasse 113, ✉ 21	[868, 452, 1164, 468]
directory-entry: — Geschw. A. u. M., im Oberaltenstift, No. 128e, ✉ 24	[534, 1141, 833, 1157]
directory-entry: — Heinr., Tischler, Herderstr. 31, H. 3, ✉ 21	[534, 788, 775, 804]
directory-entry: Finselberger, O., Grünwaaren, Schäferstr. 12, ✉ 6	[200, 1055, 481, 1071]
directory-entry: — Heinr., Arbtr., Borstelmannsweg 82, ✉ 26	[200, 236, 442, 252]
margin-fragment: 3	[2, 1636, 11, 1652]
margin-fragment: 19	[2, 1679, 19, 1695]
margin-fragment: f	[2, 854, 7, 870]
margin-fragment: r	[2, 941, 9, 957]
directory-entry: Firemans Fund Insurance Co. of California, Börsenbrücke 6, ✉ 11	[200, 1635, 522, 1668]
binding-shadow	[22, 50, 118, 2180]
directory-entry: — A., Schneider, St. G., Langereihe 85, H. 2, ✉ 5	[534, 1023, 802, 1039]
directory-entry: — Ernst, Zollbeamter, Kielerstr. 25, ✉ 4	[1200, 1570, 1418, 1586]
directory-entry: ⊙ Ed. Paul Fischer, IR, Drogenhandlg., BCto: H. Fil. d. Dtsch. B., IV, 706, Grindelallee 86, ✉ 13, Wohn: Papendamm 4, ✉ 13	[1200, 1707, 1550, 1758]
directory-entry: — C. W. J., Wirthsch., Hammersteindamm 30/32, ✉ 23	[1200, 937, 1498, 953]
